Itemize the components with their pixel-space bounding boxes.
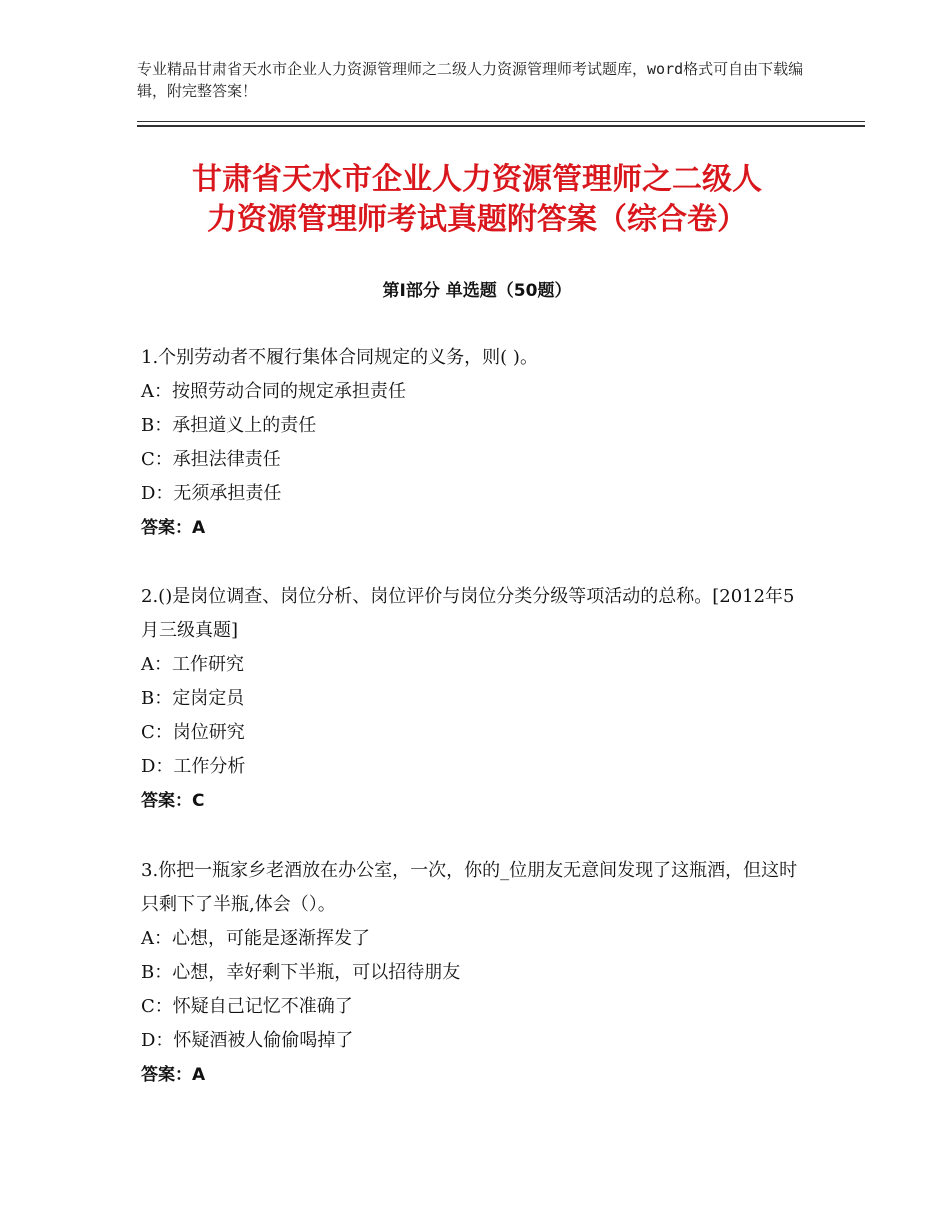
section-title: 第Ⅰ部分 单选题（50题） — [382, 281, 572, 301]
question-stem: 1.个别劳动者不履行集体合同规定的义务，则( )。 — [141, 347, 538, 368]
question-2 — [141, 580, 811, 818]
option-a: A：按照劳动合同的规定承担责任 — [141, 381, 406, 402]
option-d: D：工作分析 — [141, 756, 246, 777]
option-d: D：怀疑酒被人偷偷喝掉了 — [141, 1030, 354, 1051]
option-d: D：无须承担责任 — [141, 483, 282, 504]
option-c: C：怀疑自己记忆不准确了 — [141, 996, 353, 1017]
header-divider — [137, 121, 865, 122]
question-stem: 3.你把一瓶家乡老酒放在办公室，一次，你的_位朋友无意间发现了这瓶酒，但这时只剩下了半瓶,体会（）。 — [141, 860, 798, 915]
option-b: B：心想，幸好剩下半瓶，可以招待朋友 — [141, 962, 461, 983]
answer: 答案：A — [141, 1065, 206, 1085]
option-b: B：定岗定员 — [141, 688, 245, 709]
option-c: C：岗位研究 — [141, 722, 245, 743]
option-a: A：心想，可能是逐渐挥发了 — [141, 928, 370, 949]
answer: 答案：A — [141, 518, 206, 538]
option-a: A：工作研究 — [141, 654, 244, 675]
question-3 — [141, 854, 811, 1092]
option-c: C：承担法律责任 — [141, 449, 281, 470]
document-title — [137, 160, 817, 240]
header-note: 专业精品甘肃省天水市企业人力资源管理师之二级人力资源管理师考试题库，word格式可自由下载编辑，附完整答案！ — [137, 60, 804, 100]
answer: 答案：C — [141, 791, 205, 811]
title-line-1: 甘肃省天水市企业人力资源管理师之二级人 — [192, 162, 762, 197]
question-1 — [141, 341, 811, 545]
title-line-2: 力资源管理师考试真题附答案（综合卷） — [207, 202, 747, 237]
option-b: B：承担道义上的责任 — [141, 415, 317, 436]
header-divider-thick — [137, 125, 865, 127]
question-stem: 2.()是岗位调查、岗位分析、岗位评价与岗位分类分级等项活动的总称。[2012年5月三级真题] — [141, 586, 795, 641]
